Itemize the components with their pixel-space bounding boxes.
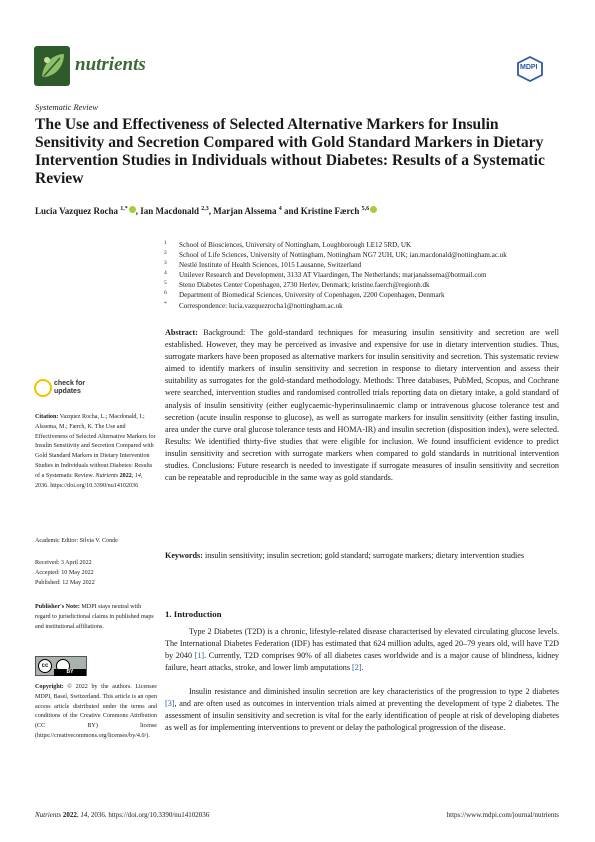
- author-name: Kristine Færch: [300, 206, 362, 216]
- abstract: [165, 327, 559, 484]
- accepted-date: Accepted: 10 May 2022: [35, 569, 94, 576]
- published-date: Published: 12 May 2022: [35, 579, 95, 586]
- affiliation-item: [162, 301, 562, 311]
- affiliation-number: *: [164, 300, 167, 307]
- keywords-label: Keywords:: [165, 551, 203, 560]
- affiliation-text: School of Life Sciences, University of Nottingham, Nottingham NG7 2UH, UK; ian.macdonald@nottingham.ac.uk: [179, 251, 507, 260]
- by-label: BY: [54, 669, 86, 676]
- author-affiliation-marker: 1,*: [120, 206, 128, 212]
- affiliation-number: 5: [164, 280, 167, 287]
- publisher-note: [35, 603, 157, 632]
- citation-text: Vazquez Rocha, L.; Macdonald, I.; Alssema, M.; Færch, K. The Use and Effectiveness of Selected Alternative Markers for Insulin Sensitivity and Secretion Compared with Gold Standard Markers in Dietary Intervention Studies in Individuals without Diabetes: Results of a Systematic Review.: [35, 414, 156, 479]
- footer-doi[interactable]: , 2036. https://doi.org/10.3390/nu14102036: [87, 811, 210, 819]
- reference-link-2[interactable]: [2]: [352, 663, 362, 673]
- publisher-note-text: MDPI stays neutral with regard to jurisdictional claims in published maps and institutional affiliations.: [35, 604, 154, 630]
- citation-label: Citation:: [35, 414, 59, 420]
- orcid-icon[interactable]: [370, 206, 377, 213]
- citation-doi[interactable]: , 2036. https://doi.org/10.3390/nu14102036: [35, 472, 143, 489]
- affiliation-number: 3: [164, 260, 167, 267]
- keywords: [165, 550, 559, 562]
- affiliation-text: Unilever Research and Development, 3133 AT Vlaardingen, The Netherlands; marjanalssema@hotmail.com: [179, 271, 487, 280]
- affiliation-item: [162, 240, 562, 250]
- footer-journal-url[interactable]: https://www.mdpi.com/journal/nutrients: [446, 811, 559, 819]
- section-heading-introduction: 1. Introduction: [165, 609, 222, 619]
- affiliation-text: Correspondence: lucia.vazquezrocha1@nottingham.ac.uk: [179, 301, 343, 310]
- affiliation-number: 6: [164, 290, 167, 297]
- received-date: Received: 3 April 2022: [35, 560, 92, 566]
- affiliation-item: [162, 260, 562, 270]
- author-name: Lucia Vazquez Rocha: [35, 206, 121, 216]
- publisher-note-label: Publisher's Note:: [35, 604, 80, 610]
- affiliation-number: 2: [164, 250, 167, 257]
- author-affiliation-marker: 5,6: [361, 206, 370, 212]
- footer-citation: Nutrients 2022, 14, 2036. https://doi.org/10.3390/nu14102036: [35, 811, 210, 819]
- citation: Citation: Vazquez Rocha, L.; Macdonald, I.; Alssema, M.; Færch, K. The Use and Effectiveness of Selected Alternative Markers for Insulin Sensitivity and Secretion Compared with Gold Standard Markers in Dietary Intervention Studies in Individuals without Diabetes: Results of a Systematic Review. Nutrients 2022, 14, 2036. https://doi.org/10.3390/nu14102036: [35, 414, 156, 489]
- leaf-icon: [34, 46, 70, 86]
- author-name: Marjan Alssema: [213, 206, 279, 216]
- affiliation-number: 4: [164, 270, 167, 277]
- affiliation-text: Department of Biomedical Sciences, University of Copenhagen, 2200 Copenhagen, Denmark: [179, 291, 445, 300]
- affiliation-item: [162, 270, 562, 280]
- affiliations: [162, 240, 562, 311]
- intro-paragraph-2: Insulin resistance and diminished insulin secretion are key characteristics of the progression to type 2 diabetes [3], and are often used as outcomes in intervention trials aimed at preventing the development of type 2 diabetes. The assessment of insulin sensitivity and secretion is vital for the early identification of people at risk of developing diabetes as well as for implementing interventions to prevent or delay the pathological progression of the disease.: [165, 687, 559, 733]
- nutrients-leaf-logo: [34, 46, 70, 86]
- publisher-name: MDPI: [520, 64, 538, 71]
- copyright-label: Copyright:: [35, 684, 64, 690]
- keywords-text: insulin sensitivity; insulin secretion; gold standard; surrogate markers; dietary intervention studies: [204, 551, 525, 560]
- affiliation-text: Steno Diabetes Center Copenhagen, 2730 Herlev, Denmark; kristine.faerch@regionh.dk: [179, 281, 430, 290]
- affiliation-number: 1: [164, 240, 167, 246]
- journal-name: nutrients: [75, 54, 146, 75]
- intro-paragraph-1: Type 2 Diabetes (T2D) is a chronic, lifestyle-related disease characterised by elevated circulating glucose levels. The International Diabetes Federation (IDF) has estimated that 624 million adults, aged 20–79 years old, will have T2D by 2040 [1]. Currently, T2D comprises 90% of all diabetes cases worldwide and is a major cause of blindness, kidney failure, heart attacks, stroke, and lower limb amputations [2].: [165, 627, 559, 673]
- copyright: [35, 683, 157, 742]
- abstract-text: Background: The gold-standard techniques for measuring insulin sensitivity and secretion are well established. However, they may be perceived as invasive and expensive for use in dietary intervention studies. Thus, surrogate markers have been proposed as alternative markers for insulin sensitivity and secretion. This systematic review aimed to identify markers of insulin sensitivity and secretion in response to dietary intervention and assess their suitability as surrogates for the gold-standard methodology. Methods: Three databases, PubMed, Scopus, and Cochrane were searched, intervention studies and randomised controlled trials reporting data on dietary intake, a gold standard of analysis of insulin sensitivity (either euglycaemic-hyperinsulinaemic clamp or intravenous glucose tolerance test and secretion (acute insulin response to glucose), as well as surrogate markers for insulin sensitivity (either fasting insulin, area under the curve oral glucose tolerance tests and HOMA-IR) and insulin secretion (disposition index), were selected. Results: We identified thirty-five studies that were eligible for inclusion. We found insufficient evidence to predict insulin sensitivity and secretion with surrogate markers when compared to gold standards in nutritional intervention studies. Conclusions: Future research is needed to investigate if surrogate measures of insulin sensitivity and secretion can be repeatable and reproducible in the same way as gold standards.: [165, 328, 559, 483]
- check-updates-label: check for updates: [54, 380, 86, 395]
- author-name: Ian Macdonald: [140, 206, 202, 216]
- cc-by-license-badge[interactable]: [35, 656, 87, 676]
- affiliation-text: School of Biosciences, University of Nottingham, Loughborough LE12 5RD, UK: [179, 241, 412, 249]
- affiliation-text: Nestlé Institute of Health Sciences, 1015 Lausanne, Switzerland: [179, 261, 362, 270]
- abstract-label: Abstract:: [165, 328, 198, 337]
- affiliation-item: [162, 290, 562, 300]
- copyright-text: © 2022 by the authors. Licensee MDPI, Basel, Switzerland. This article is an open access article distributed under the terms and conditions of the Creative Commons Attribution (CC BY) license (https://creativecommons.org/licenses/by/4.0/).: [35, 684, 157, 739]
- author-list: Lucia Vazquez Rocha $^{1,*}$ , Ian Macdonald $^{2,3}$, Marjan Alssema $^4$ and Kristine Færch $^{5,6}$: [35, 206, 377, 216]
- reference-link-3[interactable]: [3]: [165, 699, 175, 709]
- author-affiliation-marker: 4: [278, 206, 282, 212]
- affiliation-item: [162, 250, 562, 260]
- author-affiliation-marker: 2,3: [201, 206, 209, 212]
- check-for-updates-button[interactable]: [34, 378, 94, 400]
- article-title: The Use and Effectiveness of Selected Alternative Markers for Insulin Sensitivity and Secretion Compared with Gold Standard Markers in Dietary Intervention Studies in Individuals without Diabetes: Results of a Systematic Review: [35, 116, 545, 187]
- orcid-icon[interactable]: [129, 206, 136, 213]
- article-type: Systematic Review: [35, 102, 99, 112]
- dates: [35, 559, 157, 588]
- reference-link-1[interactable]: [1]: [194, 651, 205, 661]
- affiliation-item: [162, 280, 562, 290]
- check-updates-icon: [34, 379, 52, 397]
- academic-editor: Academic Editor: Silvia V. Conde: [35, 538, 118, 544]
- cc-icon: cc: [38, 659, 52, 673]
